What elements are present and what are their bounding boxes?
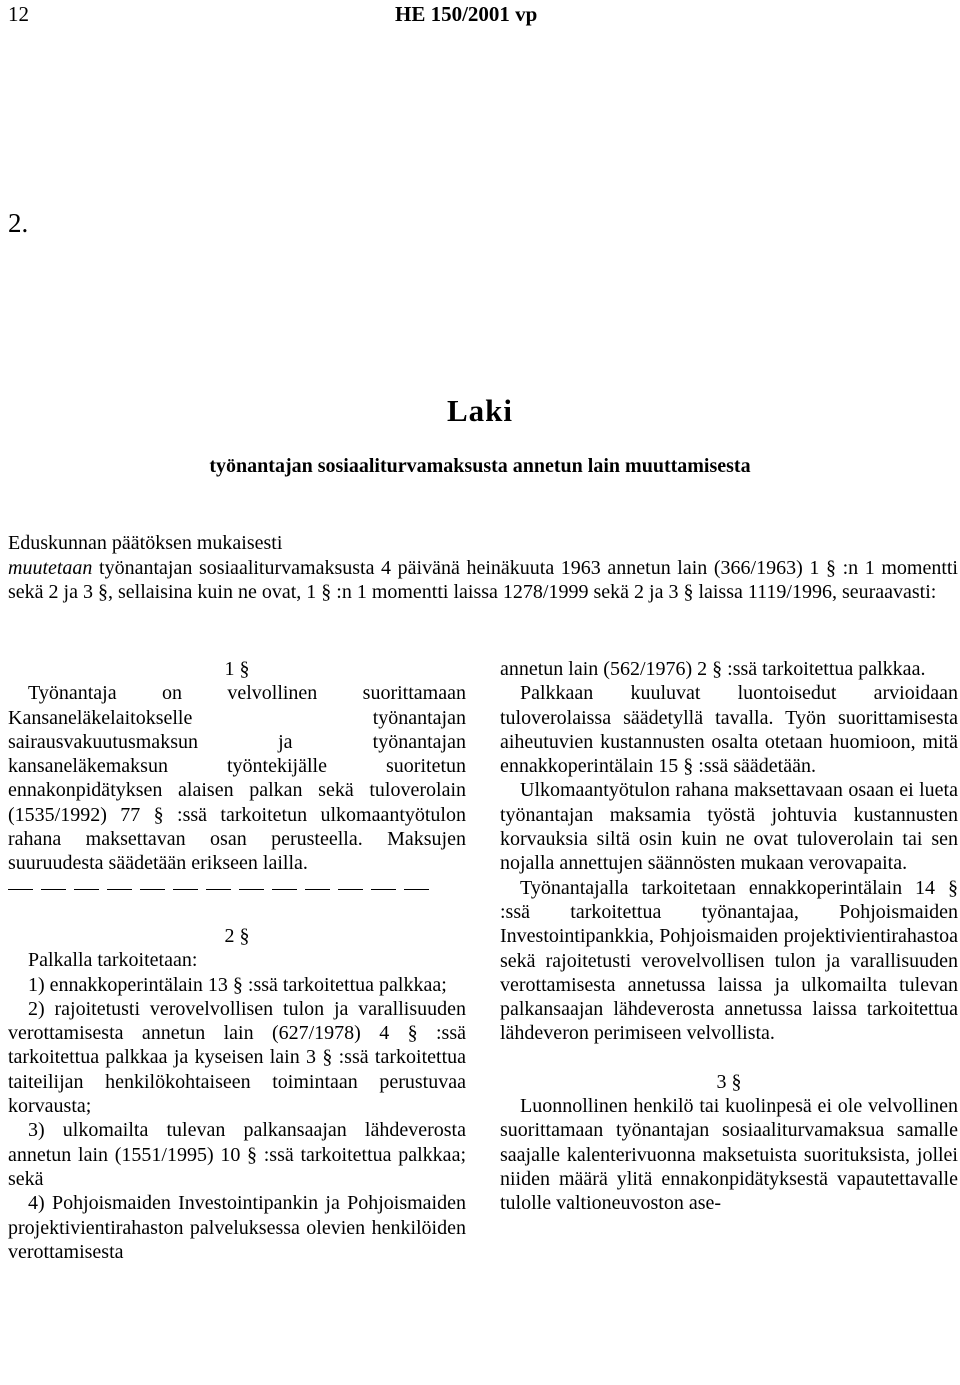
- left-column: [8, 657, 466, 1264]
- section-2-intro: Palkalla tarkoitetaan:: [28, 949, 198, 972]
- section-2-item-4: 4) Pohjoismaiden Investointipankin ja Pohjoismaiden projektivientirahaston palveluksessa olevien henkilöiden verottamisesta: [8, 1192, 466, 1263]
- preamble: [8, 531, 958, 605]
- preamble-line1: Eduskunnan päätöksen mukaisesti: [8, 532, 283, 554]
- section-1-heading: 1 §: [224, 658, 250, 680]
- section-3-heading: 3 §: [716, 1070, 742, 1093]
- section-2-heading: 2 §: [224, 924, 250, 947]
- section-2-item-3: 3) ulkomailta tulevan palkansaajan lähdeverosta annetun lain (1551/1995) 10 § :ssä tarkoitettua palkkaa; sekä: [8, 1119, 466, 1190]
- section-2-continuation: annetun lain (562/1976) 2 § :ssä tarkoitettua palkkaa.: [500, 658, 926, 680]
- section-2-paragraph-2: Palkkaan kuuluvat luontoisedut arvioidaan tuloverolaissa säädetyllä tavalla. Työn suorittamisesta aiheutuvien kustannusten osalta otetaan huomioon, mitä ennakkoperintälain 15 § :ssä säädetään.: [500, 682, 958, 778]
- right-column: [500, 657, 958, 1216]
- amend-text: työnantajan sosiaaliturvamaksusta 4 päivänä heinäkuuta 1963 annetun lain (366/1963) 1 § :n 1 momentti sekä 2 ja 3 §, sellaisina kuin ne ovat, 1 § :n 1 momentti laissa 1278/1999 sekä 2 ja 3 § laissa 1119/1996, seuraavasti:: [8, 556, 958, 604]
- section-number: 2.: [8, 208, 29, 238]
- page-number: 12: [8, 2, 29, 26]
- section-3-text: Luonnollinen henkilö tai kuolinpesä ei ole velvollinen suorittamaan työnantajan sosiaaliturvamaksua samalle saajalle kalenterivuonna maksetuista suorituksista, jollei niiden määrä ylitä ennakonpidätyksestä vapautettavalle tulolle valtioneuvoston ase-: [500, 1095, 958, 1215]
- section-2-item-1: 1) ennakkoperintälain 13 § :ssä tarkoitettua palkkaa;: [28, 973, 447, 996]
- section-2-paragraph-4: Työnantajalla tarkoitetaan ennakkoperintälain 14 § :ssä tarkoitettua työnantajaa, Pohjoismaiden Investointipankkia, Pohjoismaiden projektivientirahastoa sekä rajoitetusti verovelvollisen tulon ja varallisuuden verottamisesta annetussa laissa ja ulkomailta tulevan palkansaajan lähdeverosta annetussa laissa tarkoitettua lähdeveron perimiseen velvollista.: [500, 876, 958, 1045]
- section-2-paragraph-3: Ulkomaantyötulon rahana maksettavaan osaan ei lueta työnantajan maksamia työstä johtuvia kustannusten korvauksia siltä osin kuin ne ovat tuloverolain tai sen nojalla annettujen säännösten mukaan verovapaita.: [500, 779, 958, 875]
- law-subtitle: työnantajan sosiaaliturvamaksusta annetun lain muuttamisesta: [209, 455, 751, 477]
- amend-word: muutetaan: [8, 556, 93, 579]
- section-2-item-2: 2) rajoitetusti verovelvollisen tulon ja varallisuuden verottamisesta annetun lain (627/1978) 4 § :ssä tarkoitettua palkkaa ja kyseisen lain 3 § :ssä tarkoitettua taiteilijan henkilökohtaiseen toimintaan perustuvaa korvausta;: [8, 997, 466, 1118]
- preamble-amendment: [8, 556, 958, 605]
- section-1-text: Työnantaja on velvollinen suorittamaan Kansaneläkelaitokselle työnantajan sairausvakuutusmaksun ja työnantajan kansaneläkemaksun työntekijälle suoritetun ennakonpidätyksen alaisen palkan sekä tuloverolain (1535/1992) 77 § :ssä tarkoitetun ulkomaantyötulon rahana maksettavan osan perusteella. Maksujen suuruudesta säädetään erikseen lailla.: [8, 682, 466, 875]
- document-id: HE 150/2001 vp: [395, 2, 538, 26]
- page-header: [0, 0, 960, 40]
- law-title: Laki: [446, 393, 514, 428]
- omission-dashes: [8, 876, 466, 900]
